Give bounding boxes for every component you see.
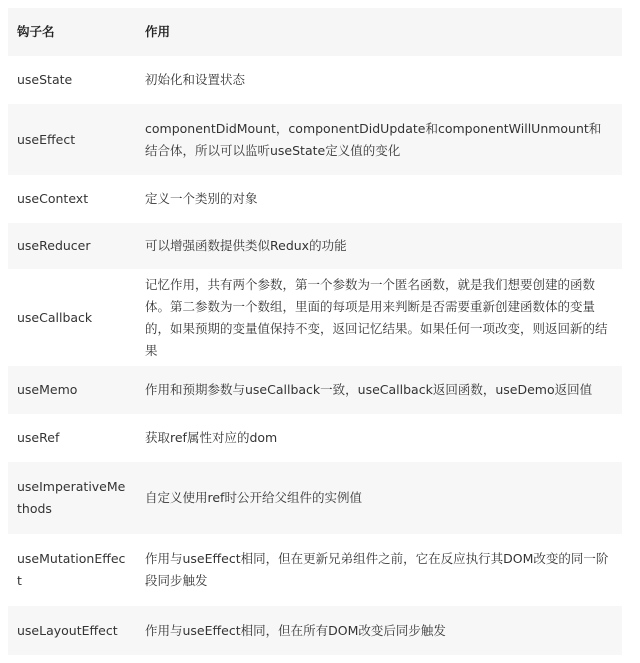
header-purpose: 作用	[136, 8, 622, 56]
hook-name-cell: useReducer	[8, 223, 136, 269]
hook-name-cell: useEffect	[8, 104, 136, 175]
table-row	[8, 606, 622, 655]
hook-name-cell: useState	[8, 56, 136, 104]
table-row	[8, 56, 622, 104]
table-row	[8, 534, 622, 606]
table-row	[8, 269, 622, 366]
hook-name-cell: useImperativeMethods	[8, 462, 136, 534]
hook-name-cell: useCallback	[8, 269, 136, 366]
hook-desc-cell: 可以增强函数提供类似Redux的功能	[136, 223, 622, 269]
hook-desc-cell: 自定义使用ref时公开给父组件的实例值	[136, 462, 622, 534]
hook-name-cell: useRef	[8, 414, 136, 462]
hooks-table-container	[8, 8, 622, 655]
table-row	[8, 414, 622, 462]
hook-name-cell: useMemo	[8, 366, 136, 414]
hooks-table	[8, 8, 622, 655]
hook-desc-cell: 获取ref属性对应的dom	[136, 414, 622, 462]
hook-desc-cell: 作用与useEffect相同，但在更新兄弟组件之前，它在反应执行其DOM改变的同一阶段同步触发	[136, 534, 622, 606]
header-hook-name: 钩子名	[8, 8, 136, 56]
hook-name-cell: useContext	[8, 175, 136, 223]
hook-desc-cell: componentDidMount，componentDidUpdate和componentWillUnmount和结合体，所以可以监听useState定义值的变化	[136, 104, 622, 175]
table-row	[8, 462, 622, 534]
hook-desc-cell: 定义一个类别的对象	[136, 175, 622, 223]
hook-name-cell: useLayoutEffect	[8, 606, 136, 655]
hook-desc-cell: 记忆作用，共有两个参数，第一个参数为一个匿名函数，就是我们想要创建的函数体。第二参数为一个数组，里面的每项是用来判断是否需要重新创建函数体的变量的，如果预期的变量值保持不变，返回记忆结果。如果任何一项改变，则返回新的结果	[136, 269, 622, 366]
table-row	[8, 104, 622, 175]
hook-desc-cell: 作用与useEffect相同，但在所有DOM改变后同步触发	[136, 606, 622, 655]
table-header-row	[8, 8, 622, 56]
hook-desc-cell: 初始化和设置状态	[136, 56, 622, 104]
table-row	[8, 366, 622, 414]
table-row	[8, 223, 622, 269]
hook-name-cell: useMutationEffect	[8, 534, 136, 606]
hook-desc-cell: 作用和预期参数与useCallback一致，useCallback返回函数，useDemo返回值	[136, 366, 622, 414]
table-row	[8, 175, 622, 223]
